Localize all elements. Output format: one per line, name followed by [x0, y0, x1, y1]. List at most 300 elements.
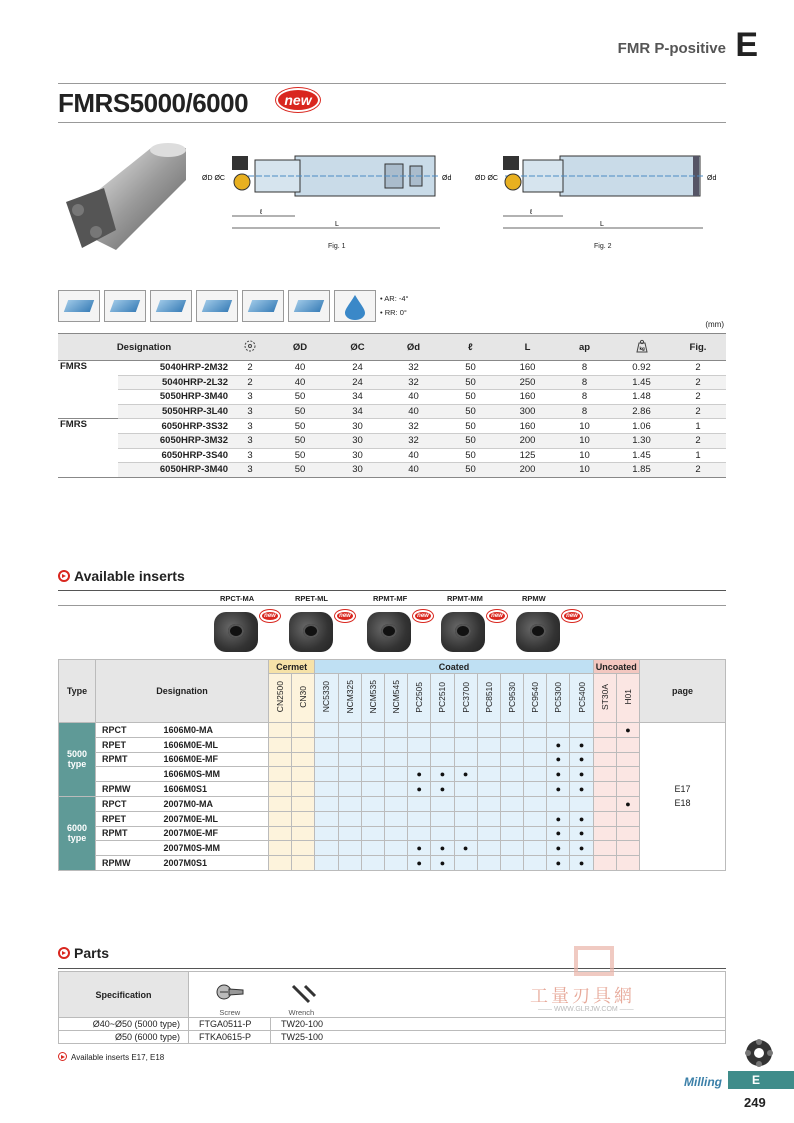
- availability-dot: [431, 782, 454, 797]
- spec-cell: 50: [442, 463, 499, 478]
- parts-section-title: Parts: [58, 945, 109, 961]
- grade-cell: [361, 796, 384, 811]
- watermark-url: —— WWW.GLRJW.COM ——: [538, 1006, 634, 1013]
- spec-cell: 50: [270, 463, 330, 478]
- spec-cell: 3: [230, 433, 270, 448]
- spec-cell: 40: [385, 448, 442, 463]
- spec-group-label: FMRS: [60, 361, 87, 372]
- grade-cell: [384, 767, 407, 782]
- spec-designation: 5040HRP-2L32: [118, 375, 230, 390]
- spec-group-label: [58, 390, 118, 405]
- grade-cell: [524, 767, 547, 782]
- grade-cell: [616, 826, 639, 841]
- grade-header: NC5330: [315, 674, 338, 723]
- spec-cell: 10: [556, 433, 613, 448]
- spec-cell: 1.48: [613, 390, 670, 405]
- profiling-icon: [288, 290, 330, 322]
- grade-cell: [315, 811, 338, 826]
- insert-series: RPMW: [96, 856, 160, 871]
- spec-cell: 250: [499, 375, 556, 390]
- grade-header: PC3700: [454, 674, 477, 723]
- grade-cell: [408, 737, 431, 752]
- spec-cell: 8: [556, 361, 613, 376]
- spec-cell: 32: [385, 433, 442, 448]
- spec-cell: 10: [556, 419, 613, 434]
- grade-cell: [500, 796, 523, 811]
- page-ref[interactable]: E18: [674, 798, 691, 809]
- grade-cell: [361, 752, 384, 767]
- insert-row: [59, 767, 726, 782]
- spec-cell: 125: [499, 448, 556, 463]
- insert-row: [59, 826, 726, 841]
- grade-cell: [524, 796, 547, 811]
- grade-header: CN30: [292, 674, 315, 723]
- parts-footnote: Available inserts E17, E18: [58, 1051, 164, 1062]
- group-uncoated: Uncoated: [593, 660, 639, 674]
- grade-cell: [454, 811, 477, 826]
- spec-cell: 50: [270, 433, 330, 448]
- grade-cell: [338, 796, 361, 811]
- grade-cell: [315, 752, 338, 767]
- grade-cell: [593, 856, 616, 871]
- grade-cell: [524, 841, 547, 856]
- spec-cell: 1.85: [613, 463, 670, 478]
- grade-cell: [315, 841, 338, 856]
- grade-header: PC5300: [547, 674, 570, 723]
- spec-cell: 32: [385, 375, 442, 390]
- grade-cell: [593, 737, 616, 752]
- col-weight: [613, 334, 670, 361]
- spec-cell: 50: [442, 404, 499, 419]
- grade-cell: [477, 826, 500, 841]
- spec-cell: 8: [556, 404, 613, 419]
- grade-cell: [269, 737, 292, 752]
- grade-cell: [616, 752, 639, 767]
- grade-cell: [616, 737, 639, 752]
- type-label: 5000 type: [59, 723, 96, 797]
- grade-cell: [338, 826, 361, 841]
- grade-cell: [431, 826, 454, 841]
- insert-picture: [289, 612, 333, 652]
- col-L: L: [499, 334, 556, 361]
- screw-icon: [215, 982, 245, 1006]
- col-fig: Fig.: [670, 334, 726, 361]
- parts-spec-header: Specification: [59, 972, 189, 1018]
- grade-cell: [269, 782, 292, 797]
- fig1-drawing: [200, 150, 460, 235]
- grade-cell: [269, 723, 292, 738]
- grade-cell: [477, 723, 500, 738]
- grade-cell: [524, 856, 547, 871]
- insert-picture-label: RPET-ML: [295, 594, 328, 603]
- availability-dot: [547, 826, 570, 841]
- insert-picture-label: RPMW: [522, 594, 546, 603]
- wrench-icon: [289, 982, 319, 1006]
- grade-cell: [431, 811, 454, 826]
- spec-cell: 10: [556, 463, 613, 478]
- svg-text:kg: kg: [639, 345, 645, 351]
- grade-cell: [269, 811, 292, 826]
- ramping-icon: [196, 290, 238, 322]
- grade-cell: [292, 752, 315, 767]
- spec-group-label: [58, 375, 118, 390]
- header-rule: [58, 83, 726, 84]
- grade-cell: [315, 723, 338, 738]
- insert-code: 1606M0-MA: [160, 723, 269, 738]
- grade-cell: [477, 841, 500, 856]
- new-badge: new: [562, 610, 582, 622]
- insert-series: RPET: [96, 737, 160, 752]
- new-badge: new: [260, 610, 280, 622]
- grade-cell: [292, 767, 315, 782]
- grade-cell: [292, 782, 315, 797]
- grade-header: NCM535: [361, 674, 384, 723]
- grade-cell: [292, 737, 315, 752]
- col-insert-designation: Designation: [96, 660, 269, 723]
- spec-group-label: [58, 463, 118, 478]
- grade-cell: [292, 723, 315, 738]
- availability-dot: [570, 826, 593, 841]
- grade-cell: [454, 796, 477, 811]
- svg-text:ℓ: ℓ: [530, 209, 533, 216]
- spec-cell: 1.06: [613, 419, 670, 434]
- grade-cell: [477, 796, 500, 811]
- spec-cell: 50: [270, 390, 330, 405]
- svg-text:ØD ØC: ØD ØC: [475, 175, 498, 182]
- spec-cell: 32: [385, 419, 442, 434]
- grade-cell: [408, 826, 431, 841]
- availability-dot: [570, 752, 593, 767]
- spec-cell: 160: [499, 419, 556, 434]
- grade-cell: [269, 796, 292, 811]
- spec-group-label: [58, 404, 118, 419]
- grade-cell: [338, 723, 361, 738]
- spec-cell: 1: [670, 419, 726, 434]
- inserts-section-title: Available inserts: [58, 568, 185, 584]
- spec-cell: 34: [330, 390, 385, 405]
- grade-header: NCM325: [338, 674, 361, 723]
- spec-cell: 30: [330, 419, 385, 434]
- fig2-drawing: [475, 150, 730, 235]
- grade-cell: [500, 737, 523, 752]
- grade-cell: [292, 826, 315, 841]
- teeth-count-icon: [243, 339, 257, 353]
- insert-row: [59, 782, 726, 797]
- insert-series: RPMT: [96, 826, 160, 841]
- spec-cell: 40: [270, 361, 330, 376]
- arrow-circle-icon: [58, 1052, 67, 1061]
- grade-cell: [500, 811, 523, 826]
- grade-cell: [338, 752, 361, 767]
- availability-dot: [570, 737, 593, 752]
- grade-cell: [524, 737, 547, 752]
- spec-row: [58, 463, 726, 478]
- spec-cell: 3: [230, 448, 270, 463]
- availability-dot: [616, 796, 639, 811]
- grade-cell: [338, 767, 361, 782]
- insert-series: RPMT: [96, 752, 160, 767]
- grade-cell: [384, 737, 407, 752]
- spec-cell: 50: [442, 361, 499, 376]
- insert-series: [96, 841, 160, 856]
- watermark-logo: [574, 946, 614, 976]
- spec-cell: 160: [499, 390, 556, 405]
- section-letter: E: [735, 26, 758, 64]
- col-designation: Designation: [58, 334, 230, 361]
- grade-cell: [384, 796, 407, 811]
- grade-cell: [431, 796, 454, 811]
- grade-cell: [524, 723, 547, 738]
- grade-cell: [384, 826, 407, 841]
- screw-header: Screw: [189, 972, 271, 1018]
- grade-cell: [431, 752, 454, 767]
- availability-dot: [570, 841, 593, 856]
- spec-cell: 40: [385, 404, 442, 419]
- grade-cell: [454, 782, 477, 797]
- spec-cell: 34: [330, 404, 385, 419]
- spec-cell: 50: [270, 448, 330, 463]
- grade-cell: [361, 767, 384, 782]
- parts-row: Ø50 (6000 type) FTKA0615-P TW25-100: [59, 1031, 726, 1044]
- availability-dot: [547, 752, 570, 767]
- grade-cell: [524, 826, 547, 841]
- spec-cell: 0.92: [613, 361, 670, 376]
- grade-cell: [524, 782, 547, 797]
- grade-header: PC5400: [570, 674, 593, 723]
- spec-cell: 24: [330, 375, 385, 390]
- spec-designation: 5040HRP-2M32: [118, 361, 230, 376]
- slotting-icon: [150, 290, 192, 322]
- spec-cell: 24: [330, 361, 385, 376]
- spec-cell: 40: [385, 390, 442, 405]
- insert-row: [59, 737, 726, 752]
- insert-row: [59, 841, 726, 856]
- grade-header: PC2505: [408, 674, 431, 723]
- product-title: FMRS5000/6000: [58, 88, 249, 118]
- spec-designation: 6050HRP-3S40: [118, 448, 230, 463]
- grade-cell: [338, 841, 361, 856]
- grade-cell: [593, 782, 616, 797]
- spec-designation: 6050HRP-3M32: [118, 433, 230, 448]
- grade-cell: [408, 811, 431, 826]
- insert-code: 1606M0S-MM: [160, 767, 269, 782]
- grade-cell: [361, 782, 384, 797]
- spec-cell: 2.86: [613, 404, 670, 419]
- grade-cell: [500, 841, 523, 856]
- grade-cell: [593, 796, 616, 811]
- spec-cell: 160: [499, 361, 556, 376]
- insert-row: [59, 811, 726, 826]
- spec-cell: 1.30: [613, 433, 670, 448]
- grade-cell: [593, 841, 616, 856]
- insert-code: 2007M0E-ML: [160, 811, 269, 826]
- footer-tab: E: [728, 1071, 794, 1089]
- spec-cell: 300: [499, 404, 556, 419]
- insert-picture: [516, 612, 560, 652]
- availability-dot: [570, 767, 593, 782]
- col-C: ØC: [330, 334, 385, 361]
- grade-header: PC8510: [477, 674, 500, 723]
- insert-series: RPET: [96, 811, 160, 826]
- radial-rake: • RR: 0°: [380, 308, 407, 317]
- col-l: ℓ: [442, 334, 499, 361]
- spec-cell: 30: [330, 433, 385, 448]
- grade-cell: [269, 767, 292, 782]
- col-page: page: [640, 660, 726, 723]
- grade-cell: [616, 856, 639, 871]
- insert-series: RPMW: [96, 782, 160, 797]
- spec-cell: 2: [230, 375, 270, 390]
- axial-rake: • AR: -4°: [380, 294, 409, 303]
- spec-cell: 200: [499, 433, 556, 448]
- grade-cell: [338, 782, 361, 797]
- insert-code: 2007M0S1: [160, 856, 269, 871]
- insert-picture: [367, 612, 411, 652]
- spec-cell: 3: [230, 390, 270, 405]
- svg-text:ØD ØC: ØD ØC: [202, 175, 225, 182]
- grade-cell: [361, 737, 384, 752]
- availability-dot: [408, 782, 431, 797]
- spec-group-label: FMRS: [60, 419, 87, 431]
- watermark-text: 工量刃具網: [530, 986, 635, 1007]
- grade-cell: [500, 767, 523, 782]
- spec-cell: 8: [556, 390, 613, 405]
- grade-cell: [315, 796, 338, 811]
- spec-cell: 1.45: [613, 448, 670, 463]
- spec-cell: 2: [670, 390, 726, 405]
- availability-dot: [408, 767, 431, 782]
- availability-dot: [454, 767, 477, 782]
- page-ref[interactable]: E17: [674, 784, 691, 795]
- grade-header: ST30A: [593, 674, 616, 723]
- insert-picture: [214, 612, 258, 652]
- grade-cell: [384, 841, 407, 856]
- grade-cell: [315, 782, 338, 797]
- grade-cell: [408, 796, 431, 811]
- grade-header: PC2510: [431, 674, 454, 723]
- spec-row: [58, 390, 726, 405]
- grade-cell: [361, 723, 384, 738]
- insert-series: RPCT: [96, 796, 160, 811]
- grade-cell: [593, 723, 616, 738]
- spec-cell: 32: [385, 361, 442, 376]
- svg-text:L: L: [335, 221, 339, 228]
- grade-cell: [477, 752, 500, 767]
- new-badge: new: [413, 610, 433, 622]
- availability-dot: [547, 767, 570, 782]
- grade-header: H01: [616, 674, 639, 723]
- grade-cell: [454, 723, 477, 738]
- spec-cell: 10: [556, 448, 613, 463]
- availability-dot: [547, 856, 570, 871]
- spec-designation: 6050HRP-3S32: [118, 419, 230, 434]
- col-d: Ød: [385, 334, 442, 361]
- parts-row: Ø40~Ø50 (5000 type) FTGA0511-P TW20-100: [59, 1018, 726, 1031]
- spec-cell: 50: [442, 390, 499, 405]
- footer-section: Milling: [684, 1075, 722, 1089]
- grade-cell: [616, 841, 639, 856]
- grade-header: PC9540: [524, 674, 547, 723]
- svg-text:Ød: Ød: [707, 175, 717, 182]
- grade-cell: [431, 737, 454, 752]
- spec-row: [58, 361, 726, 376]
- spec-cell: 2: [670, 433, 726, 448]
- spec-group-label: [58, 433, 118, 448]
- spec-cell: 30: [330, 463, 385, 478]
- availability-dot: [431, 856, 454, 871]
- availability-dot: [408, 856, 431, 871]
- insert-picture: [441, 612, 485, 652]
- availability-dot: [408, 841, 431, 856]
- col-type: Type: [59, 660, 96, 723]
- spec-cell: 2: [230, 361, 270, 376]
- grade-cell: [547, 796, 570, 811]
- pocketing-icon: [242, 290, 284, 322]
- insert-series: RPCT: [96, 723, 160, 738]
- grade-header: CN2500: [269, 674, 292, 723]
- col-teeth: [230, 334, 270, 361]
- grade-cell: [292, 796, 315, 811]
- inserts-table: [58, 659, 726, 871]
- spec-cell: 1.45: [613, 375, 670, 390]
- group-coated: Coated: [315, 660, 593, 674]
- fig2-caption: Fig. 2: [594, 243, 612, 250]
- grade-cell: [500, 723, 523, 738]
- grade-cell: [547, 723, 570, 738]
- insert-code: 1606M0S1: [160, 782, 269, 797]
- grade-cell: [454, 826, 477, 841]
- spec-designation: 6050HRP-3M40: [118, 463, 230, 478]
- availability-dot: [454, 841, 477, 856]
- spec-cell: 50: [442, 448, 499, 463]
- group-cermet: Cermet: [269, 660, 315, 674]
- spec-cell: 2: [670, 404, 726, 419]
- spec-cell: 1: [670, 448, 726, 463]
- insert-picture-label: RPMT-MM: [447, 594, 483, 603]
- spec-designation: 5050HRP-3L40: [118, 404, 230, 419]
- availability-dot: [547, 782, 570, 797]
- insert-row: [59, 796, 726, 811]
- grade-cell: [269, 826, 292, 841]
- grade-cell: [384, 752, 407, 767]
- availability-dot: [431, 767, 454, 782]
- grade-cell: [408, 723, 431, 738]
- availability-dot: [570, 811, 593, 826]
- grade-cell: [384, 811, 407, 826]
- grade-cell: [570, 796, 593, 811]
- grade-cell: [338, 811, 361, 826]
- grade-cell: [361, 856, 384, 871]
- grade-cell: [361, 826, 384, 841]
- grade-cell: [292, 841, 315, 856]
- spec-cell: 2: [670, 361, 726, 376]
- new-badge: new: [487, 610, 507, 622]
- insert-row: [59, 856, 726, 871]
- grade-cell: [500, 752, 523, 767]
- unit-label: (mm): [705, 320, 724, 329]
- weight-icon: [634, 339, 650, 353]
- insert-code: 1606M0E-MF: [160, 752, 269, 767]
- grade-cell: [269, 856, 292, 871]
- insert-code: 2007M0E-MF: [160, 826, 269, 841]
- grade-cell: [361, 841, 384, 856]
- grade-cell: [524, 752, 547, 767]
- spec-cell: 50: [442, 419, 499, 434]
- spec-row: [58, 404, 726, 419]
- spec-cell: 30: [330, 448, 385, 463]
- grade-cell: [616, 811, 639, 826]
- coolant-icon: [334, 290, 376, 322]
